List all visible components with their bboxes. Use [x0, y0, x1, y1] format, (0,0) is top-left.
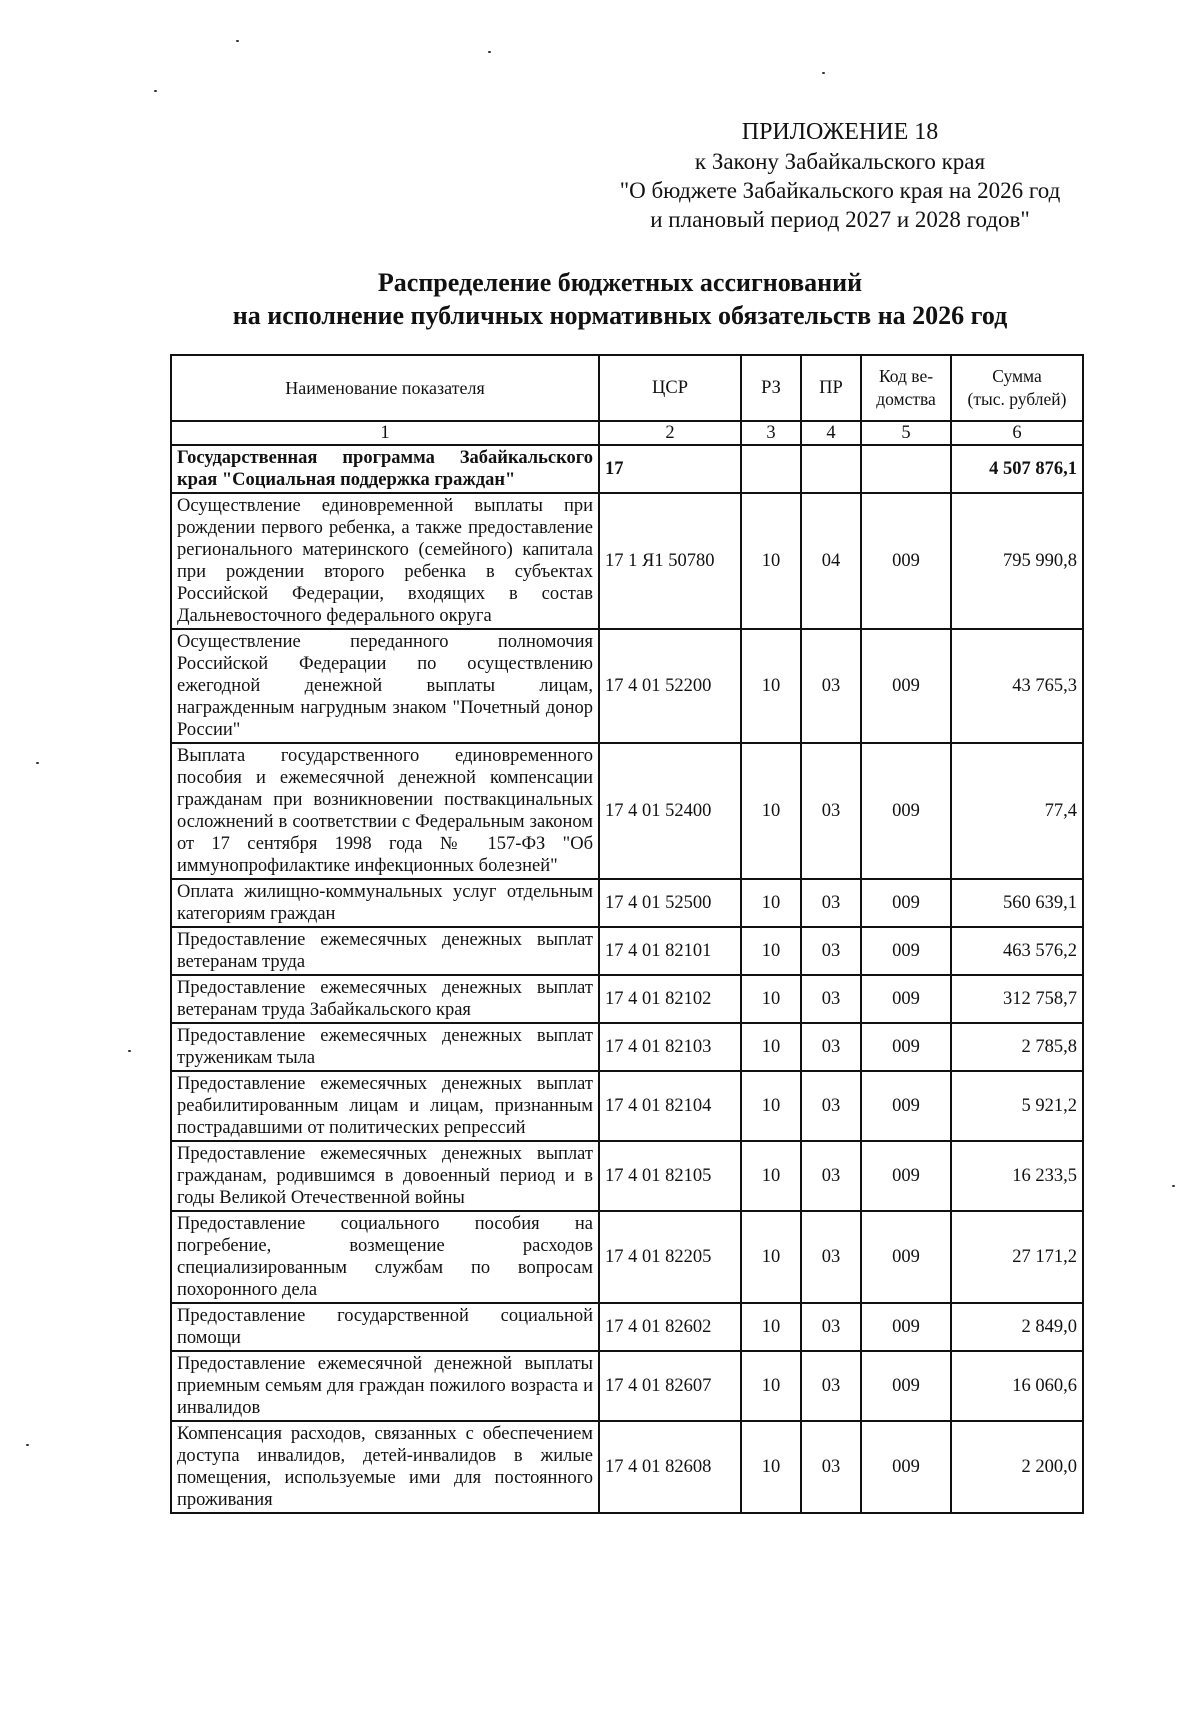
row-name: Оплата жилищно-коммунальных услуг отдельным категориям граждан — [171, 879, 599, 927]
row-sum: 77,4 — [951, 743, 1083, 879]
row-csr: 17 4 01 82607 — [599, 1351, 741, 1421]
appendix-block — [560, 118, 1120, 234]
table-row — [171, 629, 1083, 743]
row-rz: 10 — [741, 493, 801, 629]
row-name: Предоставление ежемесячных денежных выплат ветеранам труда — [171, 927, 599, 975]
row-rz: 10 — [741, 927, 801, 975]
row-csr: 17 4 01 52400 — [599, 743, 741, 879]
table-row — [171, 927, 1083, 975]
row-csr: 17 4 01 82103 — [599, 1023, 741, 1071]
heading-line: на исполнение публичных нормативных обязательств на 2026 год — [232, 301, 1008, 330]
appendix-line: "О бюджете Забайкальского края на 2026 год — [619, 178, 1061, 203]
row-pr: 03 — [801, 1141, 861, 1211]
row-dept: 009 — [861, 743, 951, 879]
row-dept: 009 — [861, 927, 951, 975]
column-number: 1 — [171, 421, 599, 445]
row-name: Выплата государственного единовременного пособия и ежемесячной денежной компенсации гражданам при возникновении поствакцинальных осложнений в соответствии с Федеральным законом от 17 сентября 1998 года № 157-ФЗ "Об иммунопрофилактике инфекционных болезней" — [171, 743, 599, 879]
row-csr: 17 4 01 82105 — [599, 1141, 741, 1211]
heading-line: Распределение бюджетных ассигнований — [377, 268, 863, 297]
table-row — [171, 975, 1083, 1023]
row-pr: 03 — [801, 1023, 861, 1071]
row-sum: 463 576,2 — [951, 927, 1083, 975]
row-sum: 2 785,8 — [951, 1023, 1083, 1071]
document-heading — [140, 266, 1100, 332]
row-dept: 009 — [861, 1351, 951, 1421]
header-sum-line: (тыс. рублей) — [967, 389, 1067, 409]
row-rz: 10 — [741, 629, 801, 743]
table-row — [171, 1023, 1083, 1071]
table-row — [171, 1141, 1083, 1211]
row-csr: 17 4 01 52500 — [599, 879, 741, 927]
row-pr: 03 — [801, 629, 861, 743]
row-rz: 10 — [741, 1303, 801, 1351]
row-csr: 17 1 Я1 50780 — [599, 493, 741, 629]
row-name: Осуществление единовременной выплаты при рождении первого ребенка, а также предоставление регионального материнского (семейного) капитала при рождении второго ребенка в субъектах Российской Федерации, входящих в состав Дальневосточного федерального округа — [171, 493, 599, 629]
row-dept: 009 — [861, 1023, 951, 1071]
table-row — [171, 1351, 1083, 1421]
row-sum: 795 990,8 — [951, 493, 1083, 629]
row-name: Государственная программа Забайкальского края "Социальная поддержка граждан" — [171, 445, 599, 493]
row-name: Предоставление социального пособия на погребение, возмещение расходов специализированным службам по вопросам похоронного дела — [171, 1211, 599, 1303]
row-csr: 17 4 01 82608 — [599, 1421, 741, 1513]
column-number-row — [171, 421, 1083, 445]
row-pr — [801, 445, 861, 493]
row-pr: 03 — [801, 1351, 861, 1421]
scan-speck — [154, 90, 157, 92]
table-row — [171, 1421, 1083, 1513]
row-pr: 03 — [801, 1303, 861, 1351]
row-csr: 17 4 01 82205 — [599, 1211, 741, 1303]
budget-table-body — [171, 355, 1083, 1513]
row-dept: 009 — [861, 1421, 951, 1513]
column-number: 5 — [861, 421, 951, 445]
row-csr: 17 4 01 82101 — [599, 927, 741, 975]
row-dept: 009 — [861, 1071, 951, 1141]
row-dept — [861, 445, 951, 493]
header-rz: РЗ — [741, 355, 801, 421]
table-row — [171, 1303, 1083, 1351]
row-pr: 03 — [801, 743, 861, 879]
table-row — [171, 493, 1083, 629]
row-name: Предоставление ежемесячных денежных выплат ветеранам труда Забайкальского края — [171, 975, 599, 1023]
header-sum-line: Сумма — [992, 366, 1042, 386]
row-pr: 04 — [801, 493, 861, 629]
table-row — [171, 1071, 1083, 1141]
row-rz: 10 — [741, 743, 801, 879]
scan-speck — [36, 762, 39, 764]
row-rz: 10 — [741, 879, 801, 927]
row-sum: 4 507 876,1 — [951, 445, 1083, 493]
column-number: 3 — [741, 421, 801, 445]
scan-speck — [26, 1444, 29, 1446]
row-name: Предоставление государственной социальной помощи — [171, 1303, 599, 1351]
row-dept: 009 — [861, 975, 951, 1023]
row-pr: 03 — [801, 1211, 861, 1303]
row-name: Предоставление ежемесячных денежных выплат труженикам тыла — [171, 1023, 599, 1071]
appendix-title: ПРИЛОЖЕНИЕ 18 — [741, 119, 939, 145]
row-pr: 03 — [801, 927, 861, 975]
row-sum: 2 200,0 — [951, 1421, 1083, 1513]
table-header-row — [171, 355, 1083, 421]
row-name: Осуществление переданного полномочия Российской Федерации по осуществлению ежегодной денежной выплаты лицам, награжденным нагрудным знаком "Почетный донор России" — [171, 629, 599, 743]
row-sum: 560 639,1 — [951, 879, 1083, 927]
row-pr: 03 — [801, 1421, 861, 1513]
row-rz: 10 — [741, 975, 801, 1023]
scan-speck — [488, 51, 491, 53]
header-csr: ЦСР — [599, 355, 741, 421]
row-dept: 009 — [861, 879, 951, 927]
scan-speck — [236, 40, 239, 42]
row-name: Предоставление ежемесячных денежных выплат реабилитированным лицам и лицам, признанным пострадавшими от политических репрессий — [171, 1071, 599, 1141]
scan-speck — [1172, 1185, 1175, 1187]
row-rz — [741, 445, 801, 493]
row-sum: 2 849,0 — [951, 1303, 1083, 1351]
row-pr: 03 — [801, 975, 861, 1023]
header-name: Наименование показателя — [171, 355, 599, 421]
header-dept-line: домства — [876, 389, 936, 409]
header-pr: ПР — [801, 355, 861, 421]
header-dept-line: Код ве- — [878, 366, 934, 386]
row-rz: 10 — [741, 1023, 801, 1071]
header-dept — [861, 355, 951, 421]
row-csr: 17 4 01 82102 — [599, 975, 741, 1023]
row-sum: 27 171,2 — [951, 1211, 1083, 1303]
column-number: 4 — [801, 421, 861, 445]
row-sum: 16 060,6 — [951, 1351, 1083, 1421]
row-rz: 10 — [741, 1211, 801, 1303]
table-row — [171, 1211, 1083, 1303]
row-name: Компенсация расходов, связанных с обеспечением доступа инвалидов, детей-инвалидов в жилые помещения, используемые ими для постоянного проживания — [171, 1421, 599, 1513]
row-rz: 10 — [741, 1421, 801, 1513]
row-sum: 5 921,2 — [951, 1071, 1083, 1141]
row-csr: 17 4 01 82602 — [599, 1303, 741, 1351]
row-sum: 312 758,7 — [951, 975, 1083, 1023]
row-pr: 03 — [801, 1071, 861, 1141]
row-csr: 17 — [599, 445, 741, 493]
row-dept: 009 — [861, 493, 951, 629]
table-row — [171, 743, 1083, 879]
column-number: 2 — [599, 421, 741, 445]
header-sum — [951, 355, 1083, 421]
appendix-line: и плановый период 2027 и 2028 годов" — [650, 207, 1030, 232]
row-name: Предоставление ежемесячных денежных выплат гражданам, родившимся в довоенный период и в годы Великой Отечественной войны — [171, 1141, 599, 1211]
column-number: 6 — [951, 421, 1083, 445]
table-row — [171, 879, 1083, 927]
row-name: Предоставление ежемесячной денежной выплаты приемным семьям для граждан пожилого возраста и инвалидов — [171, 1351, 599, 1421]
row-rz: 10 — [741, 1141, 801, 1211]
row-rz: 10 — [741, 1351, 801, 1421]
row-dept: 009 — [861, 1141, 951, 1211]
row-dept: 009 — [861, 1211, 951, 1303]
row-dept: 009 — [861, 1303, 951, 1351]
row-sum: 43 765,3 — [951, 629, 1083, 743]
row-dept: 009 — [861, 629, 951, 743]
row-csr: 17 4 01 82104 — [599, 1071, 741, 1141]
row-csr: 17 4 01 52200 — [599, 629, 741, 743]
appendix-line: к Закону Забайкальского края — [694, 149, 986, 174]
table-row — [171, 445, 1083, 493]
budget-table — [170, 354, 1084, 1514]
scan-speck — [822, 72, 825, 74]
row-sum: 16 233,5 — [951, 1141, 1083, 1211]
row-rz: 10 — [741, 1071, 801, 1141]
row-pr: 03 — [801, 879, 861, 927]
scan-speck — [128, 1050, 131, 1052]
